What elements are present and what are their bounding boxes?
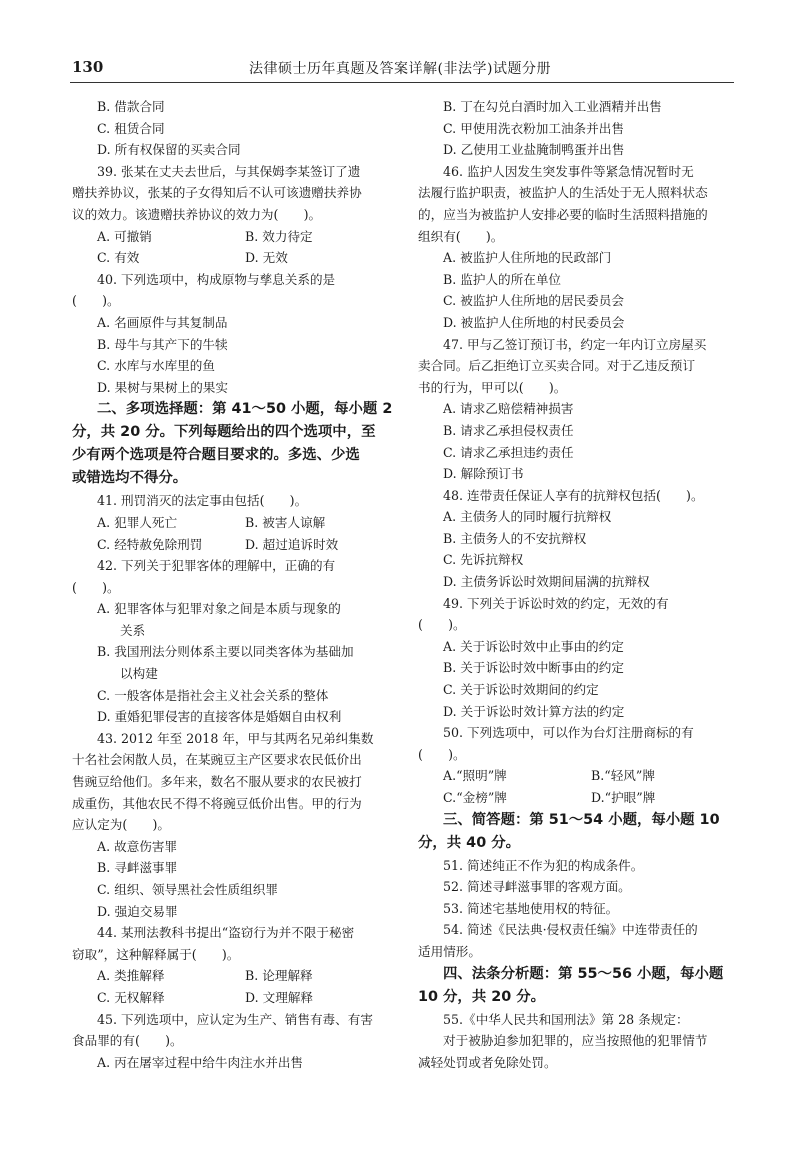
option: C. 甲使用洗衣粉加工油条并出售	[443, 120, 624, 136]
section-heading-2: 二、多项选择题：第 41～50 小题，每小题 2	[97, 401, 393, 418]
question-42-cont: ( )。	[72, 579, 120, 595]
question-47-cont: 卖合同。后乙拒绝订立买卖合同。对于乙违反预订	[418, 358, 696, 374]
section-heading-2-cont: 少有两个选项是符合题目要求的。多选、少选	[72, 447, 360, 464]
question-42: 42. 下列关于犯罪客体的理解中，正确的有	[97, 558, 336, 574]
running-title: 法律硕士历年真题及答案详解(非法学)试题分册	[249, 61, 551, 77]
section-heading-4: 四、法条分析题：第 55～56 小题，每小题	[443, 965, 724, 982]
question-54: 54. 简述《民法典·侵权责任编》中连带责任的	[443, 922, 698, 938]
right-column	[418, 96, 752, 1073]
section-heading-3: 三、简答题：第 51～54 小题，每小题 10	[443, 811, 720, 828]
question-45-cont: 食品罪的有( )。	[72, 1033, 183, 1049]
option: D. 无效	[245, 250, 288, 266]
question-51: 51. 简述纯正不作为犯的构成条件。	[443, 857, 644, 873]
question-40: 40. 下列选项中，构成原物与孳息关系的是	[97, 271, 336, 287]
option-row	[72, 965, 412, 987]
option-row	[72, 987, 412, 1009]
header-rule	[70, 82, 734, 83]
option: A. 故意伤害罪	[97, 838, 178, 854]
option: B. 丁在勾兑白酒时加入工业酒精并出售	[443, 99, 662, 114]
option: C. 水库与水库里的鱼	[97, 358, 215, 374]
option: B. 请求乙承担侵权责任	[443, 422, 574, 438]
question-39-cont: 议的效力。该遗赠扶养协议的效力为( )。	[72, 206, 322, 222]
option-row	[418, 787, 752, 809]
option: A. 犯罪人死亡	[97, 514, 178, 530]
option-row	[72, 247, 412, 269]
question-48: 48. 连带责任保证人享有的抗辩权包括( )。	[443, 487, 704, 503]
question-49-cont: ( )。	[418, 617, 466, 633]
option: B. 监护人的所在单位	[443, 271, 562, 287]
option: A. 被监护人住所地的民政部门	[443, 250, 612, 266]
option: D. 被监护人住所地的村民委员会	[443, 314, 625, 330]
option: B. 关于诉讼时效中断事由的约定	[443, 660, 624, 676]
question-46: 46. 监护人因发生突发事件等紧急情况暂时无	[443, 163, 694, 179]
question-39: 39. 张某在丈夫去世后，与其保姆李某签订了遗	[97, 163, 361, 179]
question-44-cont: 窃取”，这种解释属于( )。	[72, 946, 240, 962]
option: A. 犯罪客体与犯罪对象之间是本质与现象的	[97, 601, 341, 617]
section-heading-3-cont: 分，共 40 分。	[418, 834, 520, 851]
question-53: 53. 简述宅基地使用权的特征。	[443, 900, 619, 916]
question-43-cont: 十名社会闲散人员，在某豌豆主产区要求农民低价出	[72, 752, 362, 768]
law-text: 对于被胁迫参加犯罪的，应当按照他的犯罪情节	[443, 1033, 708, 1049]
question-43: 43. 2012 年至 2018 年，甲与其两名兄弟纠集数	[97, 730, 374, 746]
option-row	[418, 765, 752, 787]
option: C. 无权解释	[97, 989, 165, 1005]
page-number: 130	[72, 58, 104, 76]
section-heading-4-cont: 10 分，共 20 分。	[418, 988, 546, 1005]
option: B. 寻衅滋事罪	[97, 860, 178, 876]
option: B. 我国刑法分则体系主要以同类客体为基础加	[97, 644, 354, 660]
option-cont: 以构建	[120, 666, 158, 682]
question-50: 50. 下列选项中，可以作为台灯注册商标的有	[443, 725, 694, 741]
option: C. 租赁合同	[97, 120, 165, 136]
option-row	[72, 226, 412, 248]
question-45: 45. 下列选项中，应认定为生产、销售有毒、有害	[97, 1011, 373, 1027]
option: D. 乙使用工业盐腌制鸭蛋并出售	[443, 142, 625, 158]
option: B. 被害人谅解	[245, 514, 326, 530]
option: C. 被监护人住所地的居民委员会	[443, 293, 624, 309]
option-row	[72, 534, 412, 556]
option: D.“护眼”牌	[591, 790, 656, 805]
option: D. 所有权保留的买卖合同	[97, 142, 241, 158]
option: C. 关于诉讼时效期间的约定	[443, 682, 599, 698]
option: A. 请求乙赔偿精神损害	[443, 401, 574, 417]
option: B. 借款合同	[97, 99, 165, 114]
option: C. 组织、领导黑社会性质组织罪	[97, 882, 278, 897]
law-text-cont: 减轻处罚或者免除处罚。	[418, 1054, 557, 1070]
option: C. 有效	[97, 250, 140, 266]
option: A.“照明”牌	[443, 768, 507, 784]
option: D. 关于诉讼时效计算方法的约定	[443, 703, 625, 719]
question-39-cont: 赠扶养协议，张某的子女得知后不认可该遗赠扶养协	[72, 185, 362, 201]
question-46-cont: 的，应当为被监护人安排必要的临时生活照料措施的	[418, 206, 708, 222]
section-heading-2-cont: 或错选均不得分。	[72, 470, 188, 487]
option: D. 主债务诉讼时效期间届满的抗辩权	[443, 574, 650, 590]
question-52: 52. 简述寻衅滋事罪的客观方面。	[443, 879, 631, 895]
option: D. 解除预订书	[443, 466, 524, 482]
question-41: 41. 刑罚消灭的法定事由包括( )。	[97, 493, 308, 509]
question-47: 47. 甲与乙签订预订书，约定一年内订立房屋买	[443, 336, 707, 352]
option: D. 强迫交易罪	[97, 903, 178, 919]
option: B. 主债务人的不安抗辩权	[443, 530, 587, 546]
option: B.“轻风”牌	[591, 768, 655, 784]
question-50-cont: ( )。	[418, 746, 466, 762]
option: C. 请求乙承担违约责任	[443, 444, 574, 460]
option: A. 名画原件与其复制品	[97, 314, 228, 330]
option: C.“金榜”牌	[443, 790, 507, 805]
option: D. 超过追诉时效	[245, 536, 339, 552]
question-55: 55.《中华人民共和国刑法》第 28 条规定：	[443, 1011, 689, 1027]
question-47-cont: 书的行为，甲可以( )。	[418, 379, 567, 395]
option-row	[72, 512, 412, 534]
question-54-cont: 适用情形。	[418, 943, 481, 959]
question-43-cont: 售豌豆给他们。多年来，数名不服从要求的农民被打	[72, 774, 362, 790]
option: A. 关于诉讼时效中止事由的约定	[443, 638, 624, 654]
option: D. 文理解释	[245, 989, 314, 1005]
option: B. 效力待定	[245, 228, 313, 244]
question-44: 44. 某刑法教科书提出“盗窃行为并不限于秘密	[97, 925, 355, 941]
option: A. 丙在屠宰过程中给牛肉注水并出售	[97, 1054, 304, 1070]
question-46-cont: 组织有( )。	[418, 228, 504, 244]
question-49: 49. 下列关于诉讼时效的约定，无效的有	[443, 595, 669, 611]
question-40-cont: ( )。	[72, 293, 120, 309]
option: C. 经特赦免除刑罚	[97, 536, 203, 552]
option: A. 类推解释	[97, 968, 165, 984]
option: B. 母牛与其产下的牛犊	[97, 336, 228, 352]
option-cont: 关系	[120, 622, 146, 638]
option: B. 论理解释	[245, 968, 313, 984]
option: A. 可撤销	[97, 228, 152, 244]
option: A. 主债务人的同时履行抗辩权	[443, 509, 612, 525]
option: D. 重婚犯罪侵害的直接客体是婚姻自由权利	[97, 709, 342, 725]
option: D. 果树与果树上的果实	[97, 379, 228, 395]
left-column	[72, 96, 412, 1073]
option: C. 一般客体是指社会主义社会关系的整体	[97, 687, 329, 703]
section-heading-2-cont: 分，共 20 分。下列每题给出的四个选项中，至	[72, 424, 376, 441]
question-43-cont: 成重伤，其他农民不得不将豌豆低价出售。甲的行为	[72, 795, 362, 811]
option: C. 先诉抗辩权	[443, 552, 524, 568]
question-43-cont: 应认定为( )。	[72, 817, 170, 833]
question-46-cont: 法履行监护职责，被监护人的生活处于无人照料状态	[418, 185, 708, 201]
